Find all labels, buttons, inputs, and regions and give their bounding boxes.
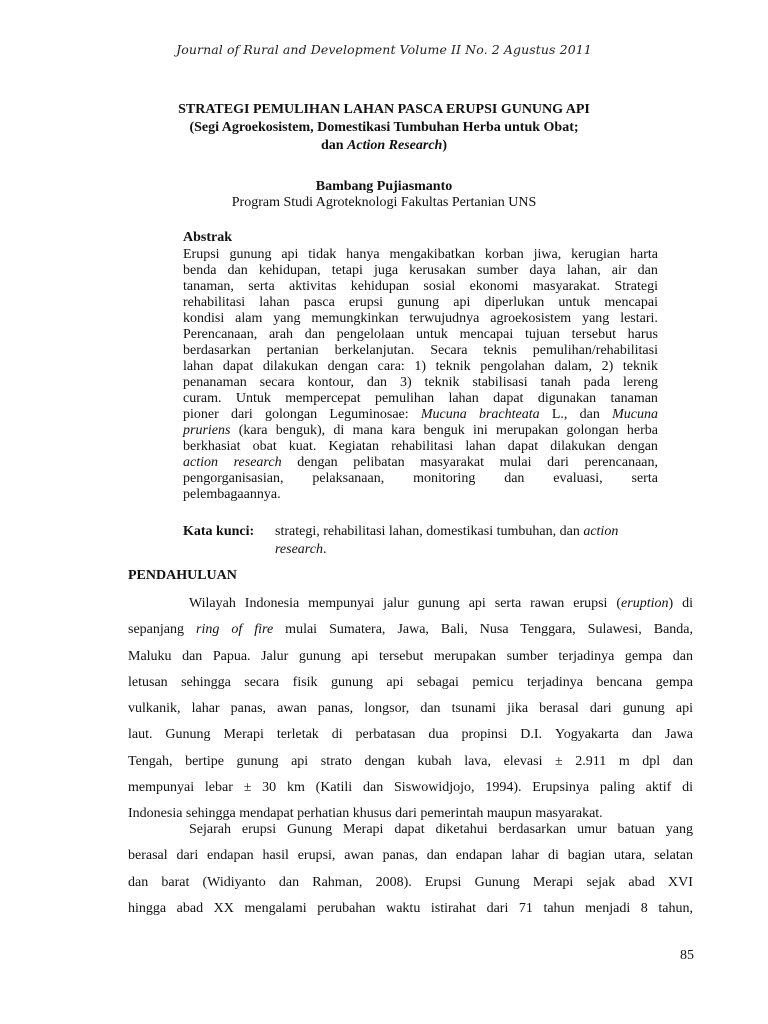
paragraph-line: vulkanik, lahar panas, awan panas, longsor, dan tsunami jika berasal dari gunung api (128, 701, 693, 717)
abstract-line: pengorganisasian, pelaksanaan, monitoring dan evaluasi, serta (183, 471, 658, 486)
article-title (100, 101, 668, 155)
abstract-line: pruriens (kara benguk), di mana kara benguk ini merupakan golongan herba (183, 423, 658, 438)
abstract-line: curam. Untuk mempercepat pemulihan lahan dapat digunakan tanaman (183, 391, 658, 406)
abstract-line: action research dengan pelibatan masyarakat mulai dari perencanaan, (183, 455, 659, 470)
title-line-3: dan Action Research) (320, 138, 448, 153)
keywords-text: strategi, rehabilitasi lahan, domestikasi tumbuhan, dan action research. (275, 524, 619, 557)
author-affiliation: Program Studi Agroteknologi Fakultas Pertanian UNS (231, 195, 537, 210)
paragraph-line: letusan sehingga secara fisik gunung api sebagai pemicu terjadinya bencana gempa (128, 674, 693, 690)
title-line-2: (Segi Agroekosistem, Domestikasi Tumbuhan Herba untuk Obat; (189, 120, 579, 135)
keywords-label: Kata kunci: (183, 524, 255, 539)
abstract-line: berdasarkan pertanian berkelanjutan. Secara teknis pemulihan/rehabilitasi (183, 343, 658, 358)
paragraph-line: Maluku dan Papua. Jalur gunung api tersebut merupakan sumber terjadinya gempa dan (128, 648, 693, 664)
abstract-text (183, 247, 658, 503)
title-line-1: STRATEGI PEMULIHAN LAHAN PASCA ERUPSI GUNUNG API (178, 102, 590, 117)
paragraph-line: mempunyai lebar ± 30 km (Katili dan Siswowidjojo, 1994). Erupsinya paling aktif di (128, 780, 693, 796)
page-number: 85 (680, 948, 694, 963)
abstract-line: Perencanaan, arah dan pengelolaan untuk mencapai tujuan tersebut harus (183, 327, 658, 342)
paragraph-line: Tengah, bertipe gunung api strato dengan kubah lava, elevasi ± 2.911 m dpl dan (128, 753, 693, 769)
paragraph-line: hingga abad XX mengalami perubahan waktu istirahat dari 71 tahun menjadi 8 tahun, (128, 900, 693, 916)
paragraph-line: Indonesia sehingga mendapat perhatian khusus dari pemerintah maupun masyarakat. (128, 806, 603, 822)
paragraph-line: Sejarah erupsi Gunung Merapi dapat diketahui berdasarkan umur batuan yang (189, 822, 693, 837)
abstract-line: benda dan kehidupan, tetapi juga kerusakan sumber daya lahan, air dan (183, 263, 658, 278)
paragraph-2 (128, 817, 693, 922)
abstract-line: Erupsi gunung api tidak hanya mengakibatkan korban jiwa, kerugian harta (183, 247, 658, 262)
abstract-heading: Abstrak (183, 230, 233, 245)
paragraph-line: Wilayah Indonesia mempunyai jalur gunung api serta rawan erupsi (eruption) di (189, 596, 693, 611)
abstract-line: kondisi alam yang memungkinkan terwujudnya agroekosistem yang lestari. (183, 311, 658, 326)
paragraph-1 (128, 591, 693, 828)
abstract-line: lahan dapat dilakukan dengan cara: 1) teknik pengolahan dalam, 2) teknik (183, 359, 658, 374)
running-head: Journal of Rural and Development Volume II No. 2 Agustus 2011 (176, 42, 592, 57)
author-name: Bambang Pujiasmanto (315, 179, 453, 194)
abstract-line: tanaman, serta aktivitas kehidupan sosial ekonomi masyarakat. Strategi (183, 279, 658, 294)
paragraph-line: dan barat (Widiyanto dan Rahman, 2008). Erupsi Gunung Merapi sejak abad XVI (128, 874, 693, 890)
abstract-line: pioner dari golongan Leguminosae: Mucuna brachteata L., dan Mucuna (183, 407, 658, 422)
paragraph-line: sepanjang ring of fire mulai Sumatera, Jawa, Bali, Nusa Tenggara, Sulawesi, Banda, (128, 622, 694, 638)
abstract-line: rehabilitasi lahan pasca erupsi gunung api diperlukan untuk mencapai (183, 295, 658, 310)
title-italic: Action Research (347, 138, 443, 153)
section-heading: PENDAHULUAN (128, 568, 237, 583)
abstract-line: penanaman secara kontour, dan 3) teknik stabilisasi tanah pada lereng (183, 375, 658, 390)
paragraph-line: laut. Gunung Merapi terletak di perbatasan dua propinsi D.I. Yogyakarta dan Jawa (128, 727, 693, 743)
abstract-line: berkhasiat obat kuat. Kegiatan rehabilitasi lahan dapat dilakukan dengan (183, 439, 658, 454)
paragraph-line: berasal dari endapan hasil erupsi, awan panas, dan endapan lahar di bagian utara, selatan (128, 848, 693, 864)
abstract-line: pelembagaannya. (183, 487, 281, 502)
